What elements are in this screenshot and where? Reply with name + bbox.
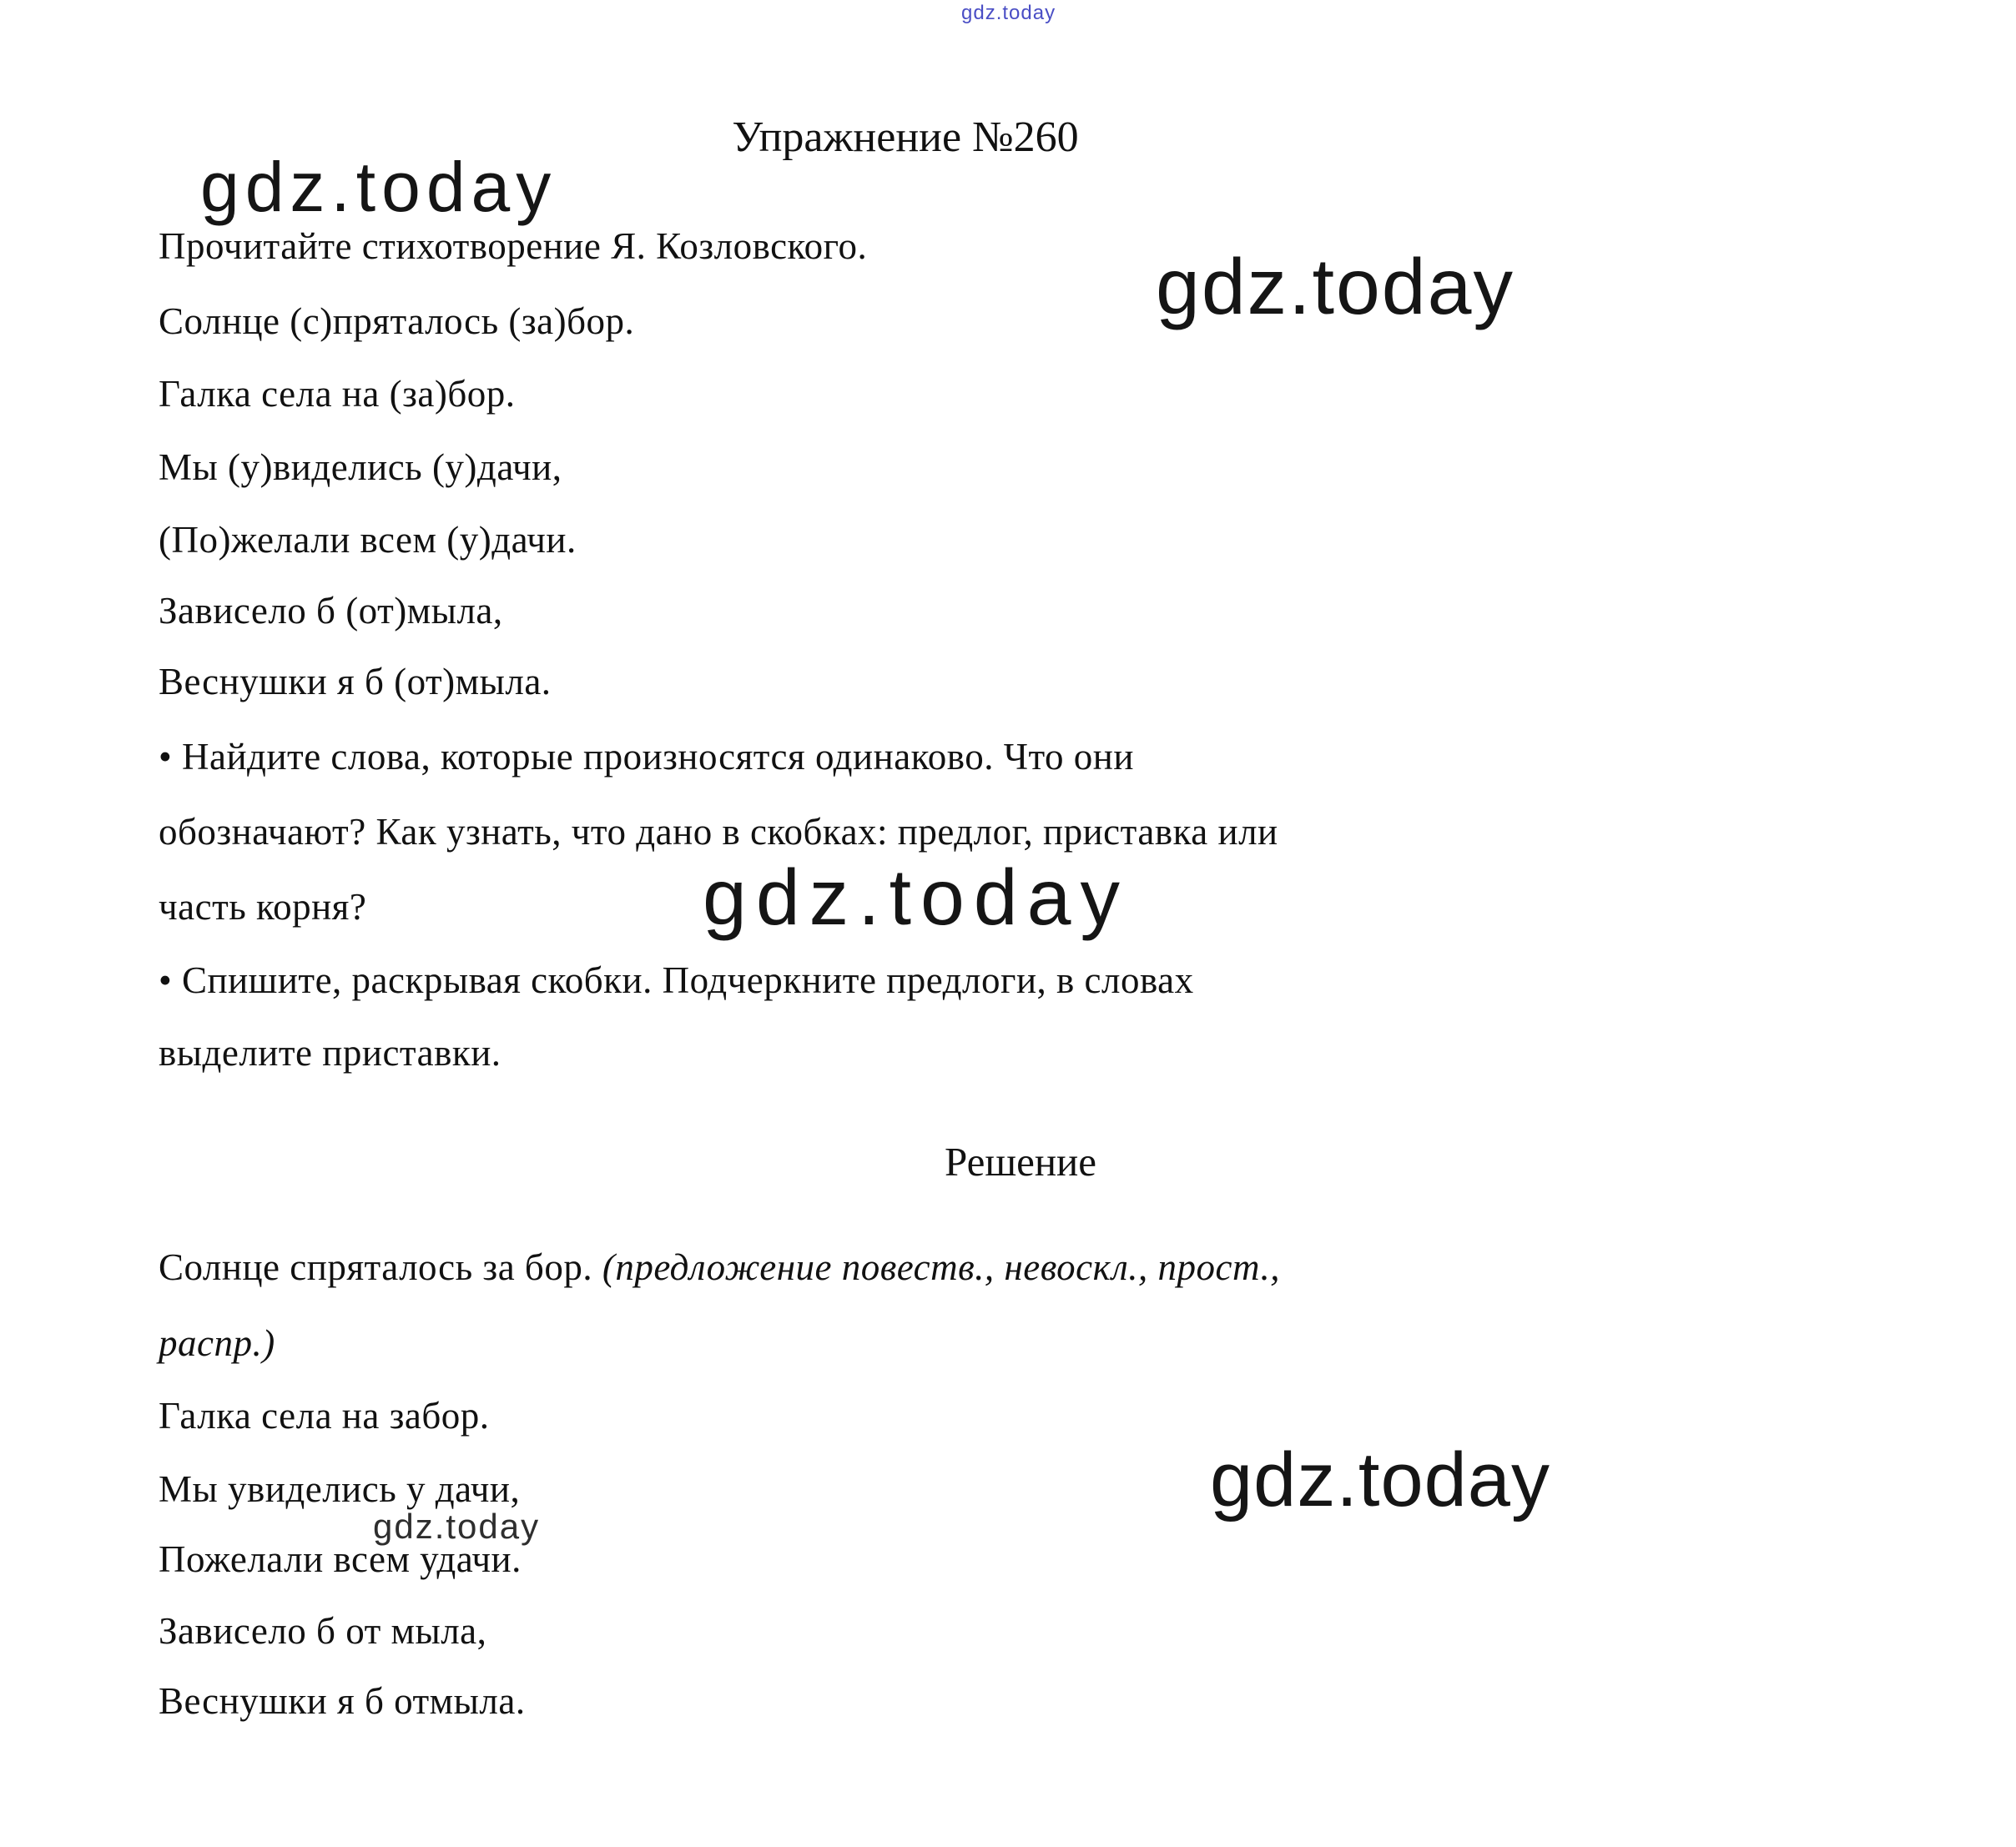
- task-line: обозначают? Как узнать, что дано в скобках: предлог, приставка или: [159, 811, 1278, 853]
- solution-line: [159, 1246, 1280, 1290]
- task-line: выделите приставки.: [159, 1032, 501, 1074]
- poem-line: Зависело б (от)мыла,: [159, 590, 503, 632]
- solution-line-normal: Солнце спряталось за бор.: [159, 1246, 602, 1288]
- solution-line: Зависело б от мыла,: [159, 1610, 487, 1652]
- solution-heading: Решение: [944, 1139, 1097, 1185]
- task-line: часть корня?: [159, 886, 367, 928]
- watermark-small-inline: gdz.today: [373, 1507, 541, 1546]
- solution-line: Галка села на забор.: [159, 1395, 490, 1437]
- poem-line: Веснушки я б (от)мыла.: [159, 661, 552, 702]
- watermark-center: gdz.today: [703, 853, 1129, 942]
- solution-line-italic: распр.): [159, 1322, 275, 1364]
- task-line: • Найдите слова, которые произносятся одинаково. Что они: [159, 736, 1134, 778]
- solution-line: Пожелали всем удачи.: [159, 1538, 522, 1580]
- watermark-upper-left: gdz.today: [200, 148, 557, 226]
- task-line: • Спишите, раскрывая скобки. Подчеркните предлоги, в словах: [159, 959, 1194, 1001]
- intro-line: Прочитайте стихотворение Я. Козловского.: [159, 225, 868, 267]
- solution-line-italic: (предложение повеств., невоскл., прост.,: [602, 1246, 1280, 1288]
- poem-line: Солнце (с)пряталось (за)бор.: [159, 300, 635, 342]
- poem-line: Галка села на (за)бор.: [159, 373, 516, 415]
- solution-line: Мы увиделись у дачи,: [159, 1468, 521, 1510]
- solution-line: Веснушки я б отмыла.: [159, 1680, 526, 1722]
- exercise-heading: Упражнение №260: [732, 113, 1079, 161]
- watermark-upper-right: gdz.today: [1156, 243, 1515, 331]
- poem-line: Мы (у)виделись (у)дачи,: [159, 446, 562, 488]
- watermark-lower-right: gdz.today: [1210, 1437, 1550, 1522]
- poem-line: (По)желали всем (у)дачи.: [159, 519, 577, 561]
- watermark-top: gdz.today: [961, 2, 1056, 24]
